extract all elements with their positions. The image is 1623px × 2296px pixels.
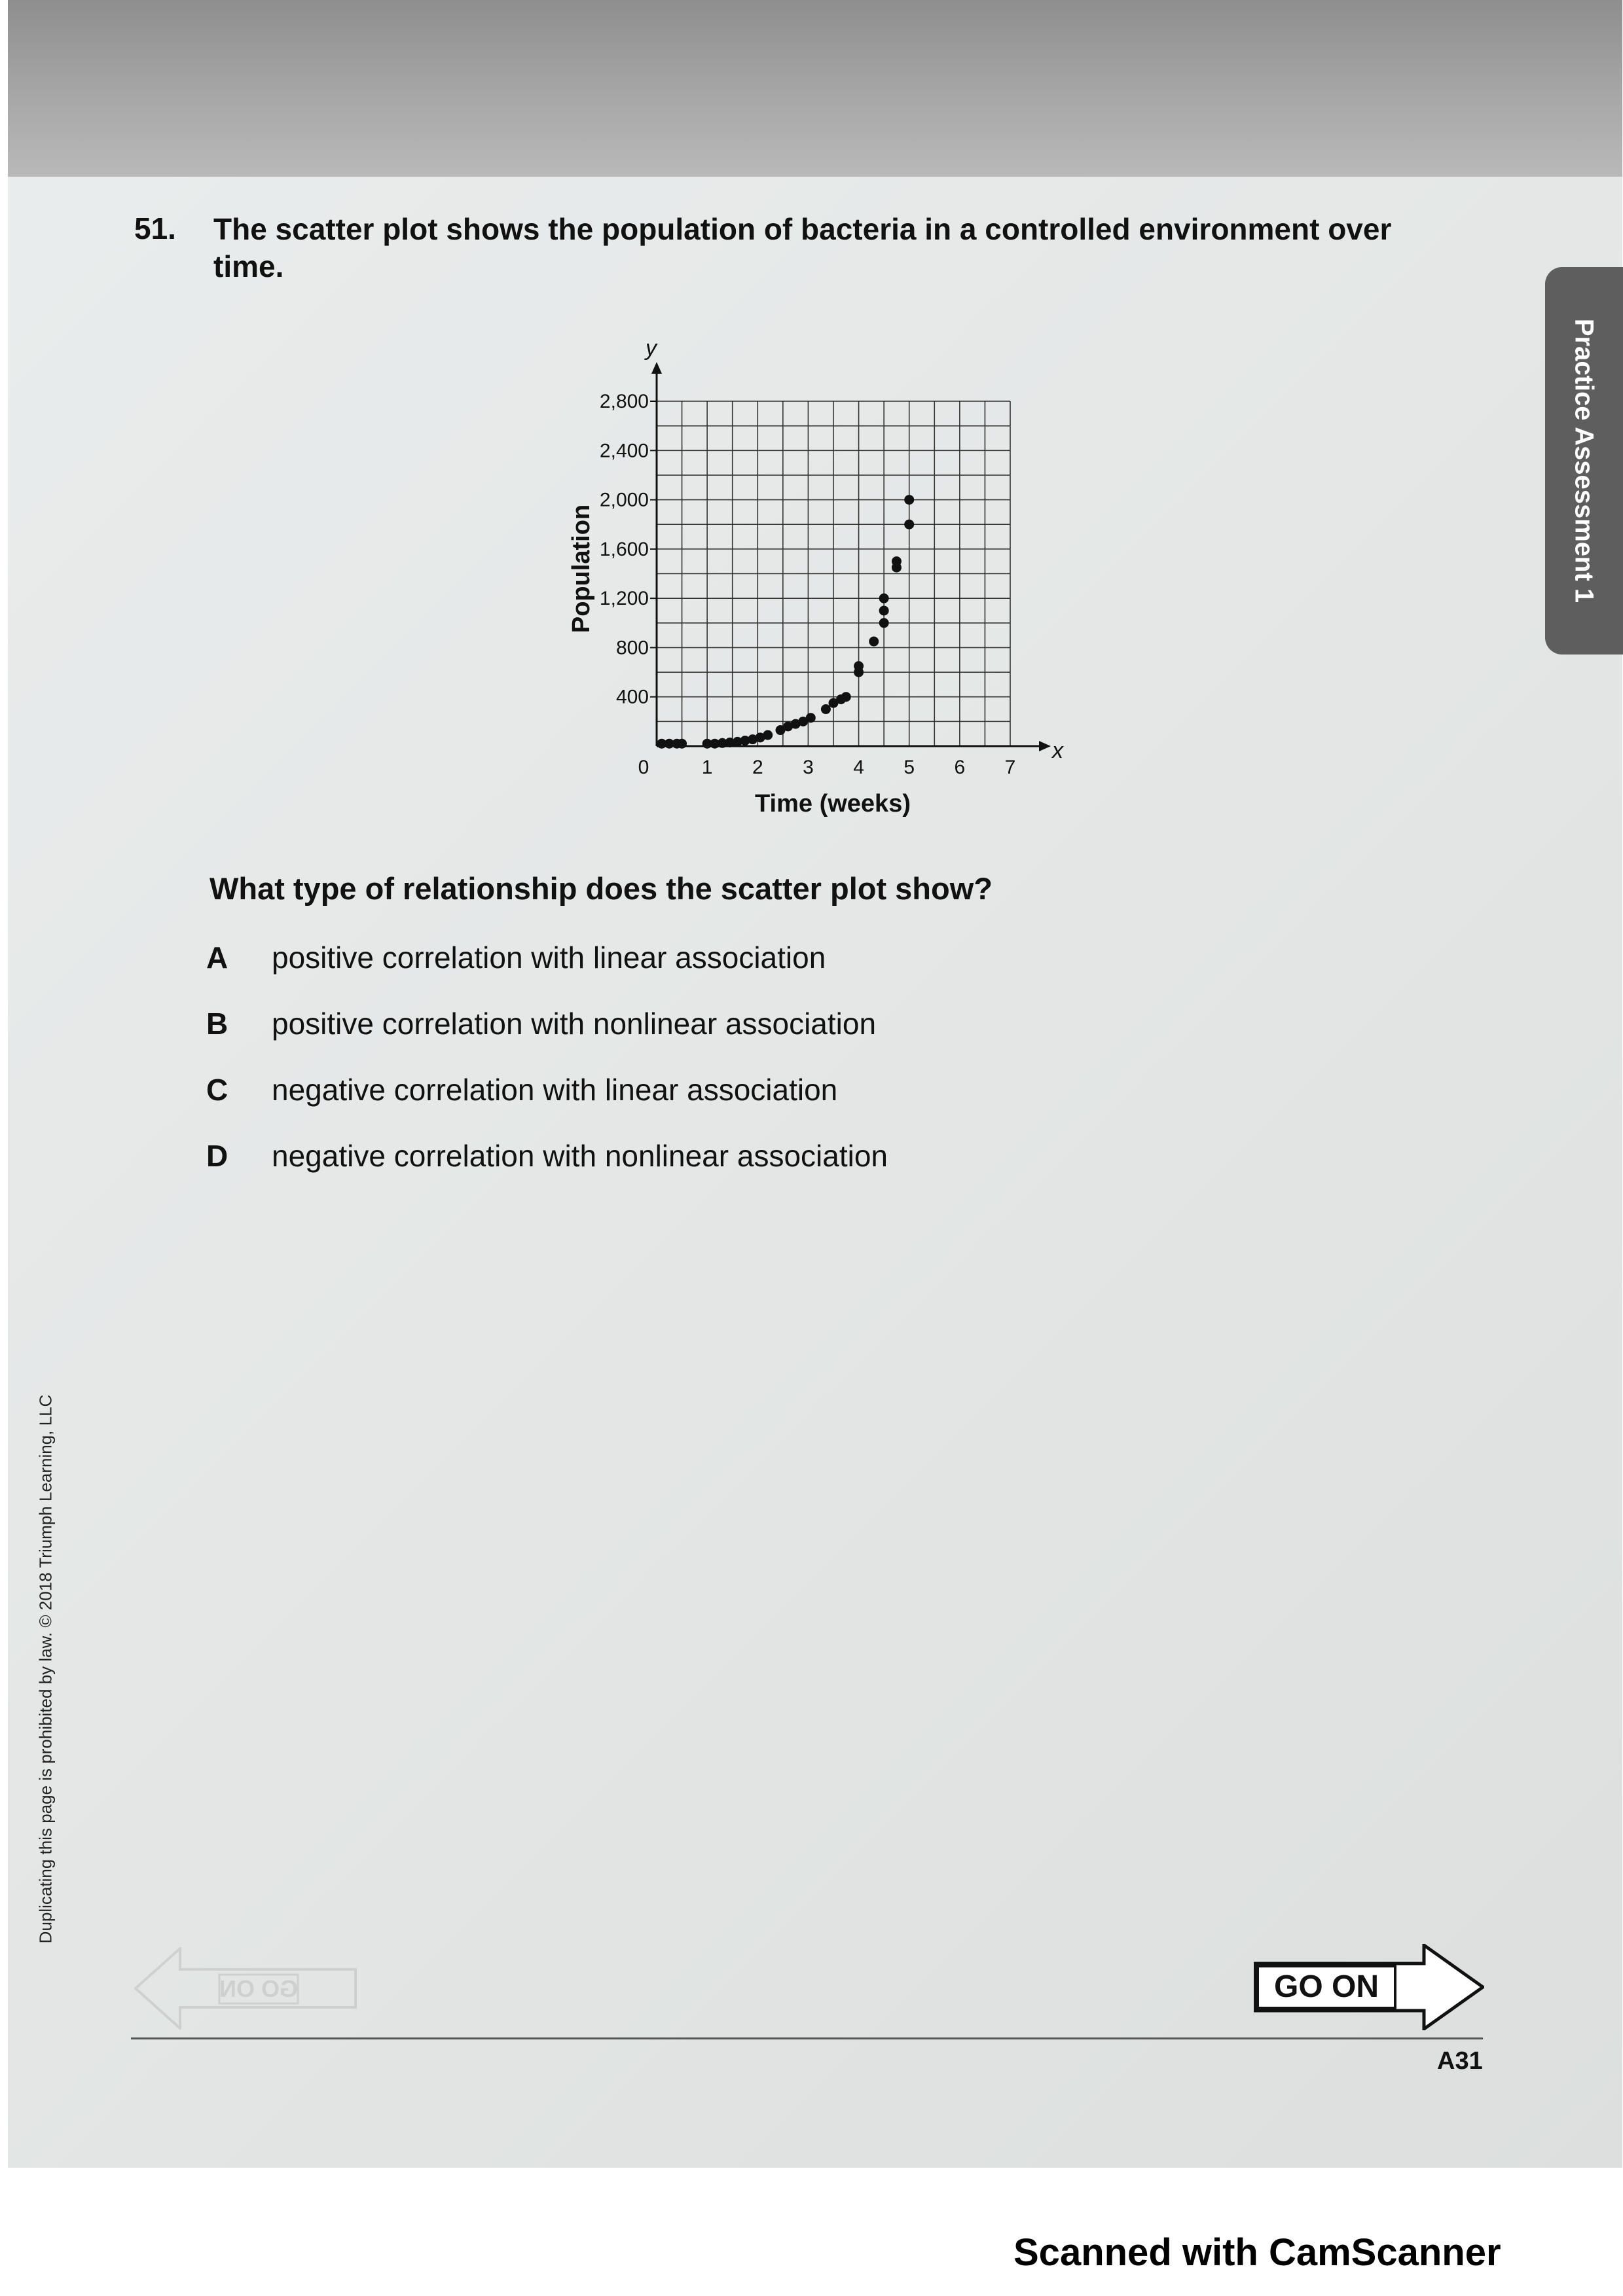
choice-letter: B	[206, 1007, 228, 1041]
chart-axes	[650, 362, 1051, 751]
data-point	[806, 713, 816, 723]
data-point	[841, 692, 851, 702]
y-tick-label: 400	[615, 686, 649, 708]
section-side-tab-label: Practice Assessment 1	[1569, 318, 1599, 603]
choice-letter: A	[206, 941, 228, 975]
data-point	[879, 605, 889, 615]
go-on-label: GO ON	[1273, 1969, 1379, 2004]
x-tick-label: 3	[803, 757, 814, 778]
go-back-arrow	[134, 1947, 357, 2030]
x-axis-title: Time (weeks)	[755, 790, 911, 817]
page-number: A31	[1437, 2047, 1483, 2075]
scatter-plot	[537, 327, 1093, 825]
data-point	[879, 594, 889, 603]
footer-divider	[131, 2037, 1483, 2039]
y-tick-label: 800	[615, 637, 649, 659]
x-tick-label: 6	[954, 757, 966, 778]
x-tick-label: 2	[752, 757, 763, 778]
copyright-notice: Duplicating this page is prohibited by law. © 2018 Triumph Learning, LLC	[35, 1394, 56, 1944]
y-axis-title: Population	[568, 504, 595, 634]
y-tick-label: 2,800	[599, 391, 649, 412]
data-point	[869, 637, 879, 647]
choice-text: positive correlation with nonlinear association	[272, 1007, 877, 1041]
choice-letter: D	[206, 1139, 228, 1173]
x-axis-arrowhead	[1039, 741, 1051, 751]
y-tick-label: 2,000	[599, 489, 649, 511]
question-stem: The scatter plot shows the population of bacteria in a controlled environment over time.	[213, 212, 1392, 283]
x-tick-label: 5	[903, 757, 915, 778]
y-axis-arrowhead	[651, 362, 662, 374]
data-point	[854, 661, 864, 671]
go-on-arrow[interactable]	[1254, 1944, 1484, 2030]
data-point	[904, 520, 914, 529]
choice-text: negative correlation with linear association	[272, 1073, 838, 1107]
question-prompt: What type of relationship does the scatter plot show?	[210, 871, 993, 906]
chart-points	[657, 495, 914, 749]
go-back-label: GO ON	[219, 1975, 299, 2002]
y-tick-label: 1,200	[599, 588, 649, 610]
question-number: 51.	[134, 211, 176, 245]
choice-text: negative correlation with nonlinear association	[272, 1139, 888, 1173]
section-side-tab	[1545, 267, 1623, 655]
data-point	[904, 495, 914, 505]
data-point	[821, 704, 831, 714]
scanner-watermark: Scanned with CamScanner	[1013, 2231, 1501, 2274]
top-shadow-band	[8, 0, 1622, 177]
data-point	[892, 556, 902, 566]
x-tick-label: 0	[638, 757, 649, 778]
x-tick-label: 7	[1004, 757, 1016, 778]
x-axis-variable: x	[1052, 738, 1063, 763]
data-point	[879, 618, 889, 628]
data-point	[763, 730, 773, 740]
x-tick-label: 1	[701, 757, 713, 778]
data-point	[677, 739, 687, 749]
x-tick-label: 4	[853, 757, 864, 778]
choice-letter: C	[206, 1073, 228, 1107]
chart-grid	[657, 401, 1010, 746]
y-axis-variable: y	[646, 336, 657, 361]
choice-text: positive correlation with linear association	[272, 941, 826, 975]
y-tick-label: 2,400	[599, 440, 649, 462]
y-tick-label: 1,600	[599, 538, 649, 560]
